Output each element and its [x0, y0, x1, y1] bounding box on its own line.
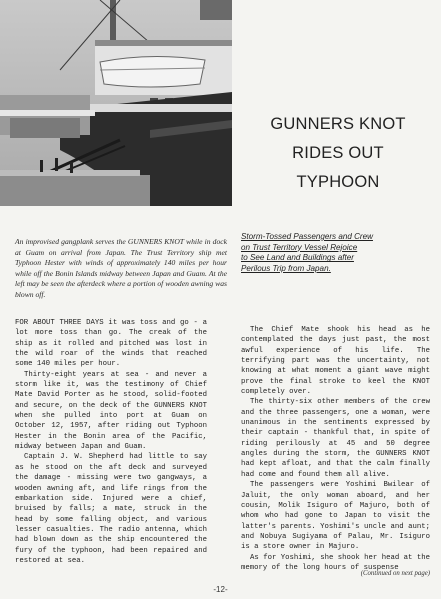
paragraph: The passengers were Yoshimi Bwilear of Jaluit, the only woman aboard, and her cousin, Molik Isiguro of Majuro, both of whom who had gone to Japan to visit the latter's parents. Yoshimi's uncle and aunt; and Nobuya Sugiyama of Palau, Mr. Isiguro is a store owner in Majuro. [241, 481, 430, 552]
headline-line: TYPHOON [296, 173, 380, 191]
headline-line: RIDES OUT [292, 144, 384, 162]
paragraph: The Chief Mate shook his head as he contemplated the days just past, the most awful experience of his life. The terrifying part was the uncertainty, not knowing at what moment a giant wave might prove the final stroke to keel the KNOT completely over. [241, 326, 430, 397]
right-column [241, 325, 430, 573]
continued-note: (Continued on next page) [360, 570, 430, 577]
article-subhead [241, 232, 431, 274]
subhead-line: Perilous Trip from Japan. [241, 263, 331, 273]
paragraph: The thirty-six other members of the crew and the three passengers, one a woman, were unanimous in the sentiments expressed by their captain - thankful that, in spite of riding perilously at 45 and 50 degree angles during the storm, the GUNNERS KNOT had kept afloat, and that the calm finally had come and found them all alive. [241, 398, 430, 479]
page-number: -12- [213, 585, 228, 594]
ship-photo [0, 0, 232, 206]
paragraph: Captain J. W. Shepherd had little to say as he stood on the aft deck and surveyed the damage - missing were two gangways, a wooden awning aft, and life rings from the embarkation side. Injured were a chief, bruised by falls; a mate, struck in the head by some falling object, and various lesser casualties. The radio antenna, which had blown down as the ship encountered the fury of the typhoon, had been repaired and restored at sea. [15, 453, 207, 565]
paragraph: Thirty-eight years at sea - and never a storm like it, was the testimony of Chief Mate David Porter as he stood, solid-footed and secure, on the deck of the GUNNERS KNOT when she pulled into port at Guam on October 12, 1957, after riding out Typhoon Hester in the Bonin area of the Pacific, midway between Japan and Guam. [15, 370, 207, 452]
subhead-line: to See Land and Buildings after [241, 253, 354, 263]
paragraph: As for Yoshimi, she shook her head at the memory of the long hours of suspense [241, 553, 430, 572]
subhead-line: Storm-Tossed Passengers and Crew [241, 232, 373, 241]
paragraph: FOR ABOUT THREE DAYS it was toss and go - a lot more toss than go. The creak of the ship as it rolled and pitched was lost in the wild roar of the winds that reached some 140 miles per hour. [15, 319, 207, 369]
subhead-line: on Trust Territory Vessel Rejoice [241, 242, 358, 252]
headline-line: GUNNERS KNOT [270, 115, 406, 133]
left-column [15, 318, 207, 566]
article-headline [235, 110, 441, 197]
photo-caption: An improvised gangplank serves the GUNNERS KNOT while in dock at Guam on arrival from Japan. The Trust Territory ship met Typhoon Hester with winds of approximately 140 miles per hour while off the Bonin Islands midway between Japan and Guam. At the left may be seen the afterdeck where a portion of wooden awning was blown off. [15, 237, 227, 299]
